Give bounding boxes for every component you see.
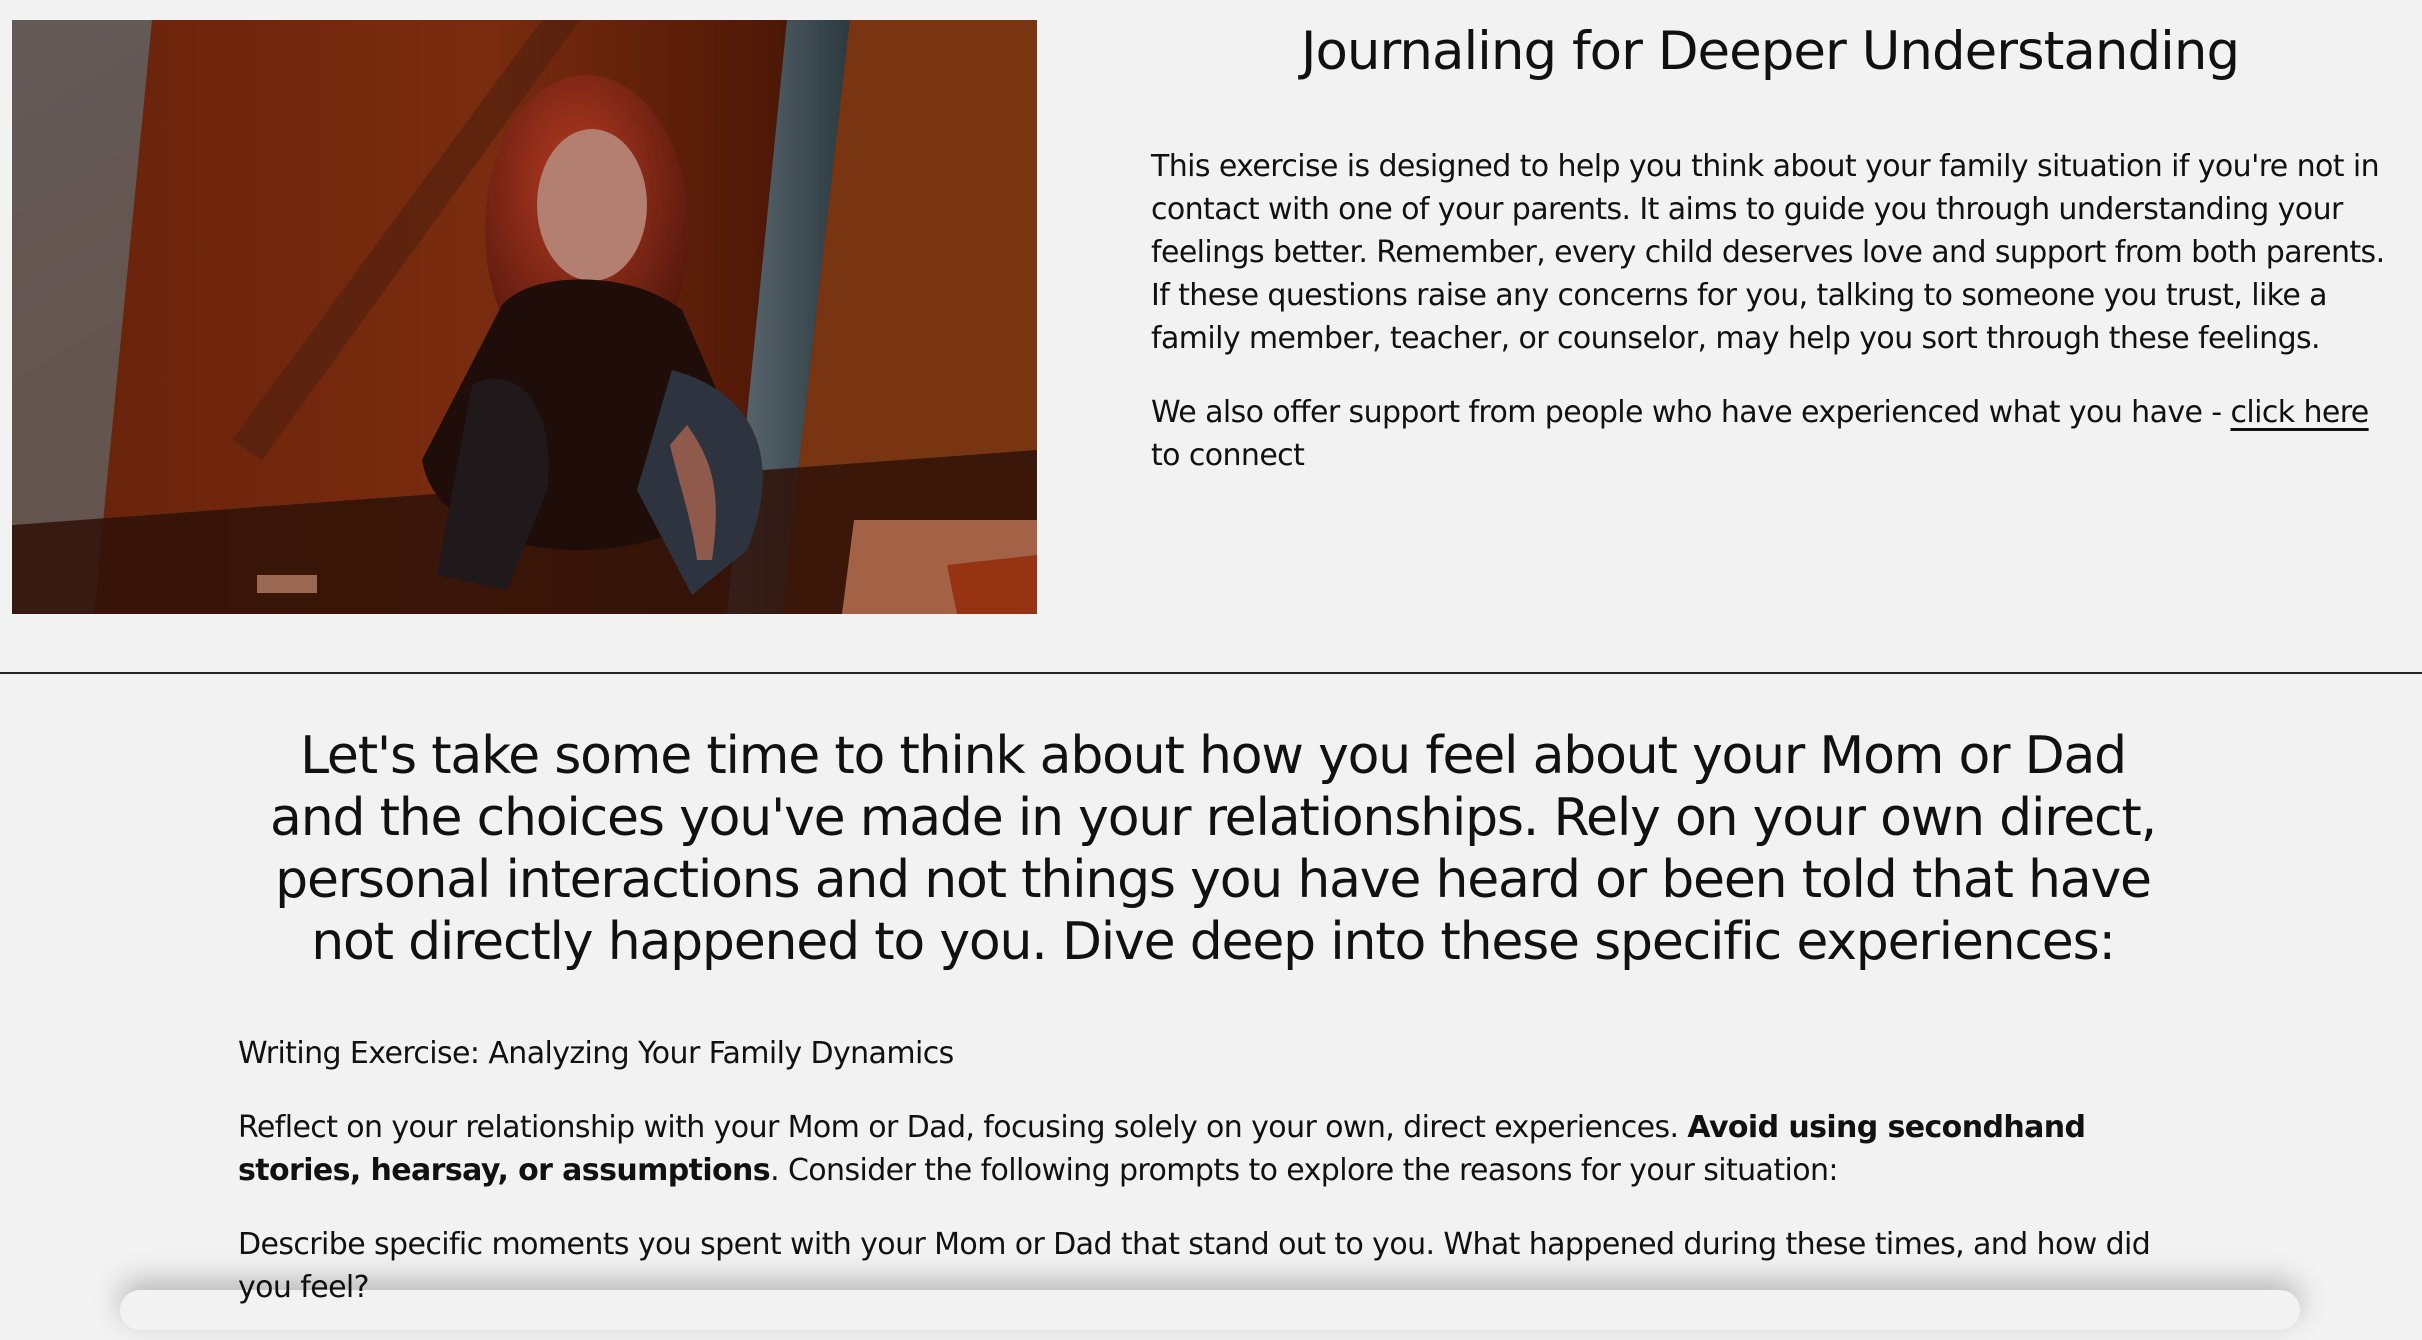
- avoid-secondhand-warning: Avoid using secondhand stories, hearsay, or assumptions: [238, 1110, 2086, 1188]
- page-title: Journaling for Deeper Understanding: [1300, 21, 2240, 82]
- reflection-follow-up: . Consider the following prompts to explore the reasons for your situation:: [770, 1153, 1838, 1188]
- reflection-instructions: [238, 1106, 2188, 1192]
- support-text-before-link: We also offer support from people who have experienced what you have -: [1151, 395, 2231, 430]
- exercise-title: Writing Exercise: Analyzing Your Family Dynamics: [238, 1036, 954, 1071]
- girl-sitting-on-wooden-stairs-photo: [12, 20, 1037, 614]
- reflection-text: Reflect on your relationship with your Mom or Dad, focusing solely on your own, direct experiences.: [238, 1110, 1688, 1145]
- click-here-link[interactable]: click here: [2230, 395, 2369, 430]
- intro-paragraph: This exercise is designed to help you think about your family situation if you're not in contact with one of your parents. It aims to guide you through understanding your feelings better. Remember, every child deserves love and support from both parents. If these questions raise any concerns for you, talking to someone you trust, like a family member, teacher, or counselor, may help you sort through these feelings.: [1151, 149, 2385, 356]
- writing-prompt: Describe specific moments you spent with your Mom or Dad that stand out to you. What happened during these times, and how did you feel?: [238, 1227, 2151, 1305]
- journaling-intro: [1140, 12, 2400, 508]
- section-divider: [0, 672, 2422, 674]
- support-paragraph: [1151, 391, 2396, 477]
- bottom-card-shadow: [120, 1290, 2300, 1330]
- support-text-after-link: to connect: [1151, 438, 1305, 473]
- exercise-content: [238, 1032, 2188, 1309]
- photo-illustration: [12, 20, 1037, 614]
- reflection-headline: Let's take some time to think about how you feel about your Mom or Dad and the choices you've made in your relationships. Rely on your own direct, personal interactions and not things you have heard or been told that have not directly happened to you. Dive deep into these specific experiences:: [270, 726, 2156, 972]
- writing-exercise-section: [238, 725, 2188, 1340]
- intro-text: [1151, 145, 2396, 477]
